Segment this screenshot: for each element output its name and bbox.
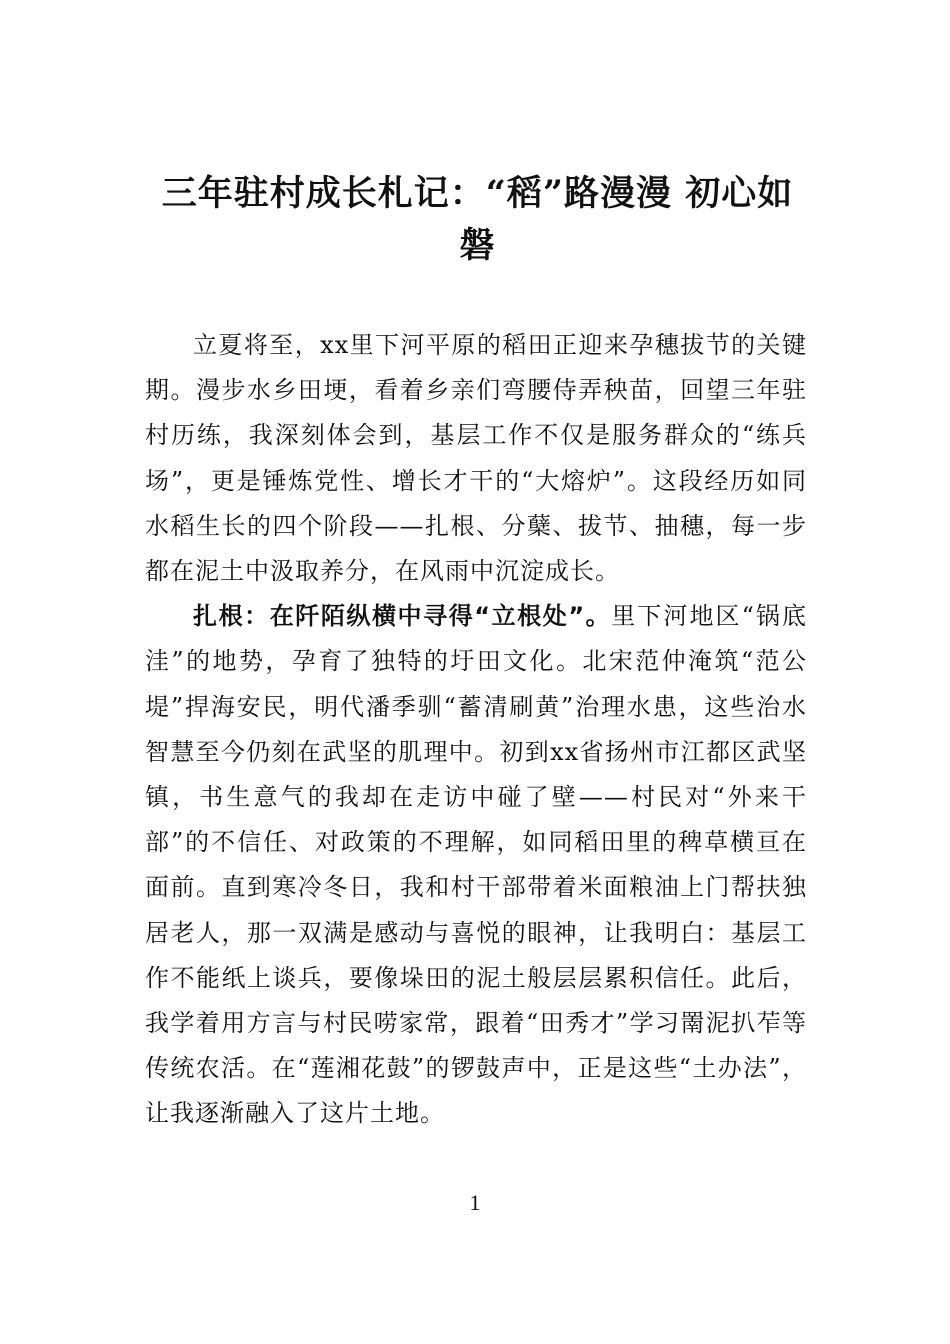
paragraph-rooting-heading: 扎根：在阡陌纵横中寻得“立根处”。 bbox=[193, 602, 612, 631]
document-body bbox=[145, 323, 807, 1137]
page-number: 1 bbox=[469, 1190, 481, 1215]
paragraph-rooting-text: 里下河地区“锅底洼”的地势，孕育了独特的圩田文化。北宋范仲淹筑“范公堤”捍海安民，明代潘季驯“蓄清刷黄”治理水患，这些治水智慧至今仍刻在武坚的肌理中。初到xx省扬州市江都区武坚镇，书生意气的我却在走访中碰了壁——村民对“外来干部”的不信任、对政策的不理解，如同稻田里的稗草横亘在面前。直到寒冷冬日，我和村干部带着米面粮油上门帮扶独居老人，那一双满是感动与喜悦的眼神，让我明白：基层工作不能纸上谈兵，要像垛田的泥土般层层累积信任。此后，我学着用方言与村民唠家常，跟着“田秀才”学习罱泥扒苲等传统农活。在“莲湘花鼓”的锣鼓声中，正是这些“土办法”，让我逐渐融入了这片土地。 bbox=[145, 602, 807, 1128]
paragraph-intro bbox=[145, 323, 807, 594]
paragraph-rooting bbox=[145, 594, 807, 1136]
document-title: 三年驻村成长札记：“稻”路漫漫 初心如磐 bbox=[161, 173, 794, 266]
paragraph-intro-text: 立夏将至，xx里下河平原的稻田正迎来孕穗拔节的关键期。漫步水乡田埂，看着乡亲们弯腰侍弄秧苗，回望三年驻村历练，我深刻体会到，基层工作不仅是服务群众的“练兵场”，更是锤炼党性、增长才干的“大熔炉”。这段经历如同水稻生长的四个阶段——扎根、分蘖、拔节、抽穗，每一步都在泥土中汲取养分，在风雨中沉淀成长。 bbox=[145, 331, 807, 586]
